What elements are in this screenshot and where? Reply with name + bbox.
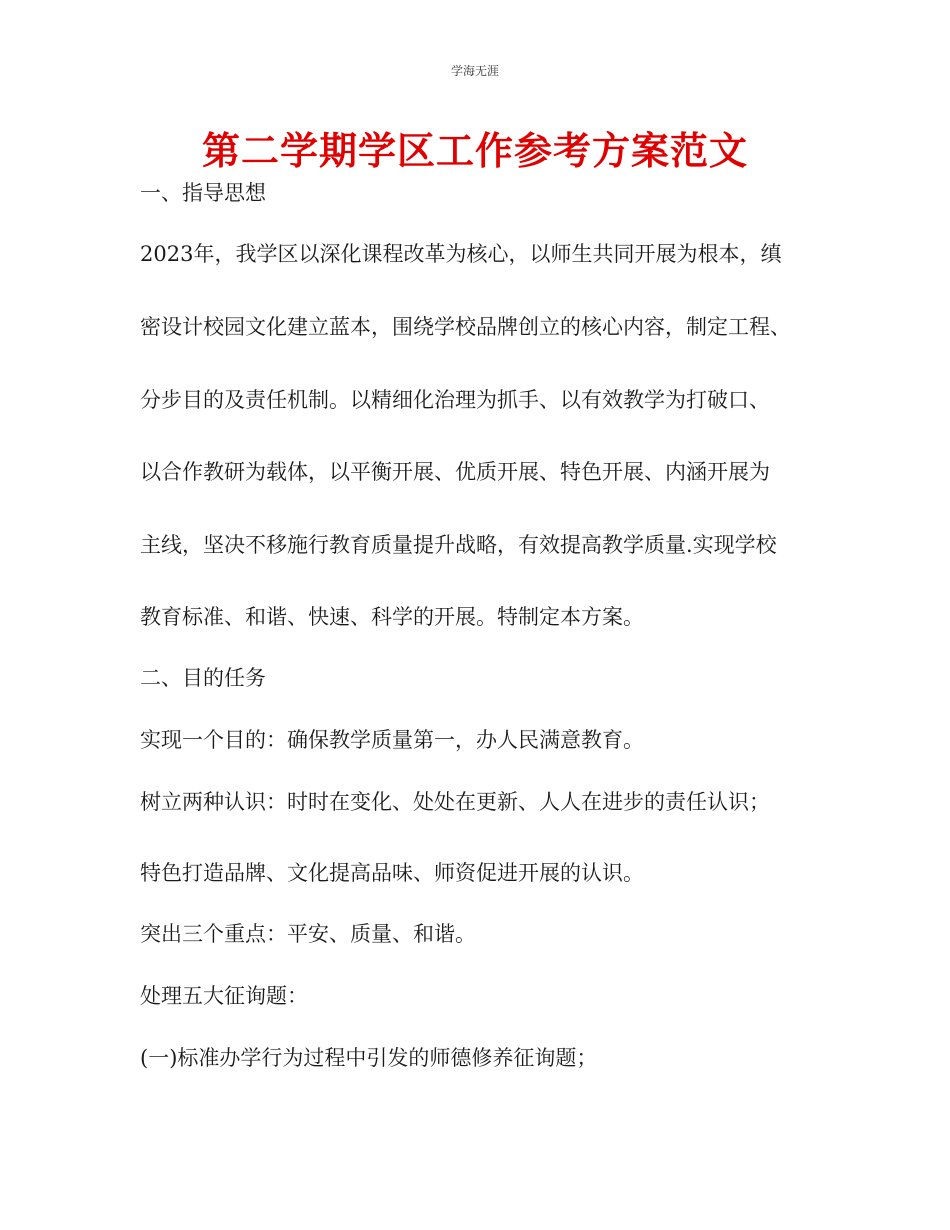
paragraph-line: 实现一个目的：确保教学质量第一，办人民满意教育。	[140, 728, 644, 752]
page-header: 学海无涯	[450, 64, 499, 78]
paragraph-line: 树立两种认识：时时在变化、处处在更新、人人在进步的责任认识；	[140, 790, 770, 814]
paragraph-line: 特色打造品牌、文化提高品味、师资促进开展的认识。	[140, 861, 644, 885]
paragraph-line: 密设计校园文化建立蓝本，围绕学校品牌创立的核心内容，制定工程、	[140, 315, 791, 339]
paragraph-line: 2023年，我学区以深化课程改革为核心，以师生共同开展为根本，缜	[140, 242, 782, 266]
section-heading-goals-tasks: 二、目的任务	[140, 666, 266, 690]
paragraph-line: 以合作教研为载体，以平衡开展、优质开展、特色开展、内涵开展为	[140, 460, 770, 484]
paragraph-line: 主线，坚决不移施行教育质量提升战略，有效提高教学质量.实现学校	[140, 533, 777, 557]
paragraph-line: (一)标准办学行为过程中引发的师德修养征询题；	[140, 1046, 598, 1070]
paragraph-line: 处理五大征询题：	[140, 984, 308, 1008]
paragraph-line: 分步目的及责任机制。以精细化治理为抓手、以有效教学为打破口、	[140, 388, 770, 412]
paragraph-line: 教育标准、和谐、快速、科学的开展。特制定本方案。	[140, 605, 644, 629]
paragraph-line: 突出三个重点：平安、质量、和谐。	[140, 922, 476, 946]
section-heading-guiding-ideology: 一、指导思想	[140, 181, 266, 205]
document-title: 第二学期学区工作参考方案范文	[201, 129, 748, 173]
